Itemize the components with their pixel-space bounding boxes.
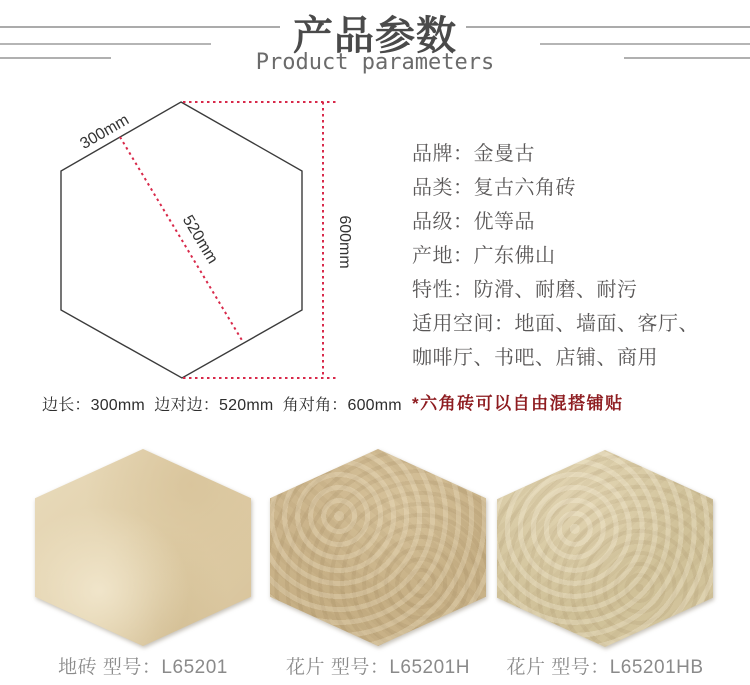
tile-swatch-plain [35, 449, 251, 646]
spec-features: 特性：防滑、耐磨、耐污 [412, 279, 638, 301]
tile-model-label: 花片 型号：L65201HB [506, 657, 704, 678]
tile-model-label: 花片 型号：L65201H [286, 657, 470, 678]
page-title: 产品参数 [293, 14, 457, 58]
tile-swatch-pattern-1 [270, 449, 486, 646]
spec-category: 品类：复古六角砖 [412, 177, 576, 199]
tile-image-L65201H [270, 449, 486, 646]
tile-model-label: 地砖 型号：L65201 [58, 657, 228, 678]
tile-swatch-pattern-2 [497, 450, 713, 647]
mix-match-note: *六角砖可以自由混搭铺贴 [412, 394, 624, 413]
spec-list [412, 137, 742, 375]
spec-spaces-1: 适用空间：地面、墙面、客厅、 [412, 313, 699, 335]
page-subtitle: Product parameters [255, 50, 495, 75]
dotted-edge-to-edge-line [120, 137, 243, 342]
spec-origin: 产地：广东佛山 [412, 245, 556, 267]
tile-image-L65201HB [497, 450, 713, 647]
dimension-caption: 边长：300mm 边对边：520mm 角对角：600mm [42, 397, 402, 414]
tile-image-L65201 [35, 449, 251, 646]
spec-brand: 品牌：金曼古 [412, 143, 535, 165]
spec-spaces-2: 咖啡厅、书吧、店铺、商用 [412, 347, 658, 369]
corner-to-corner-label: 600mm [336, 215, 353, 269]
hexagon-dimension-diagram [0, 90, 380, 395]
edge-to-edge-label: 520mm [178, 212, 221, 267]
side-length-label: 300mm [77, 111, 133, 153]
spec-grade: 品级：优等品 [412, 211, 535, 233]
